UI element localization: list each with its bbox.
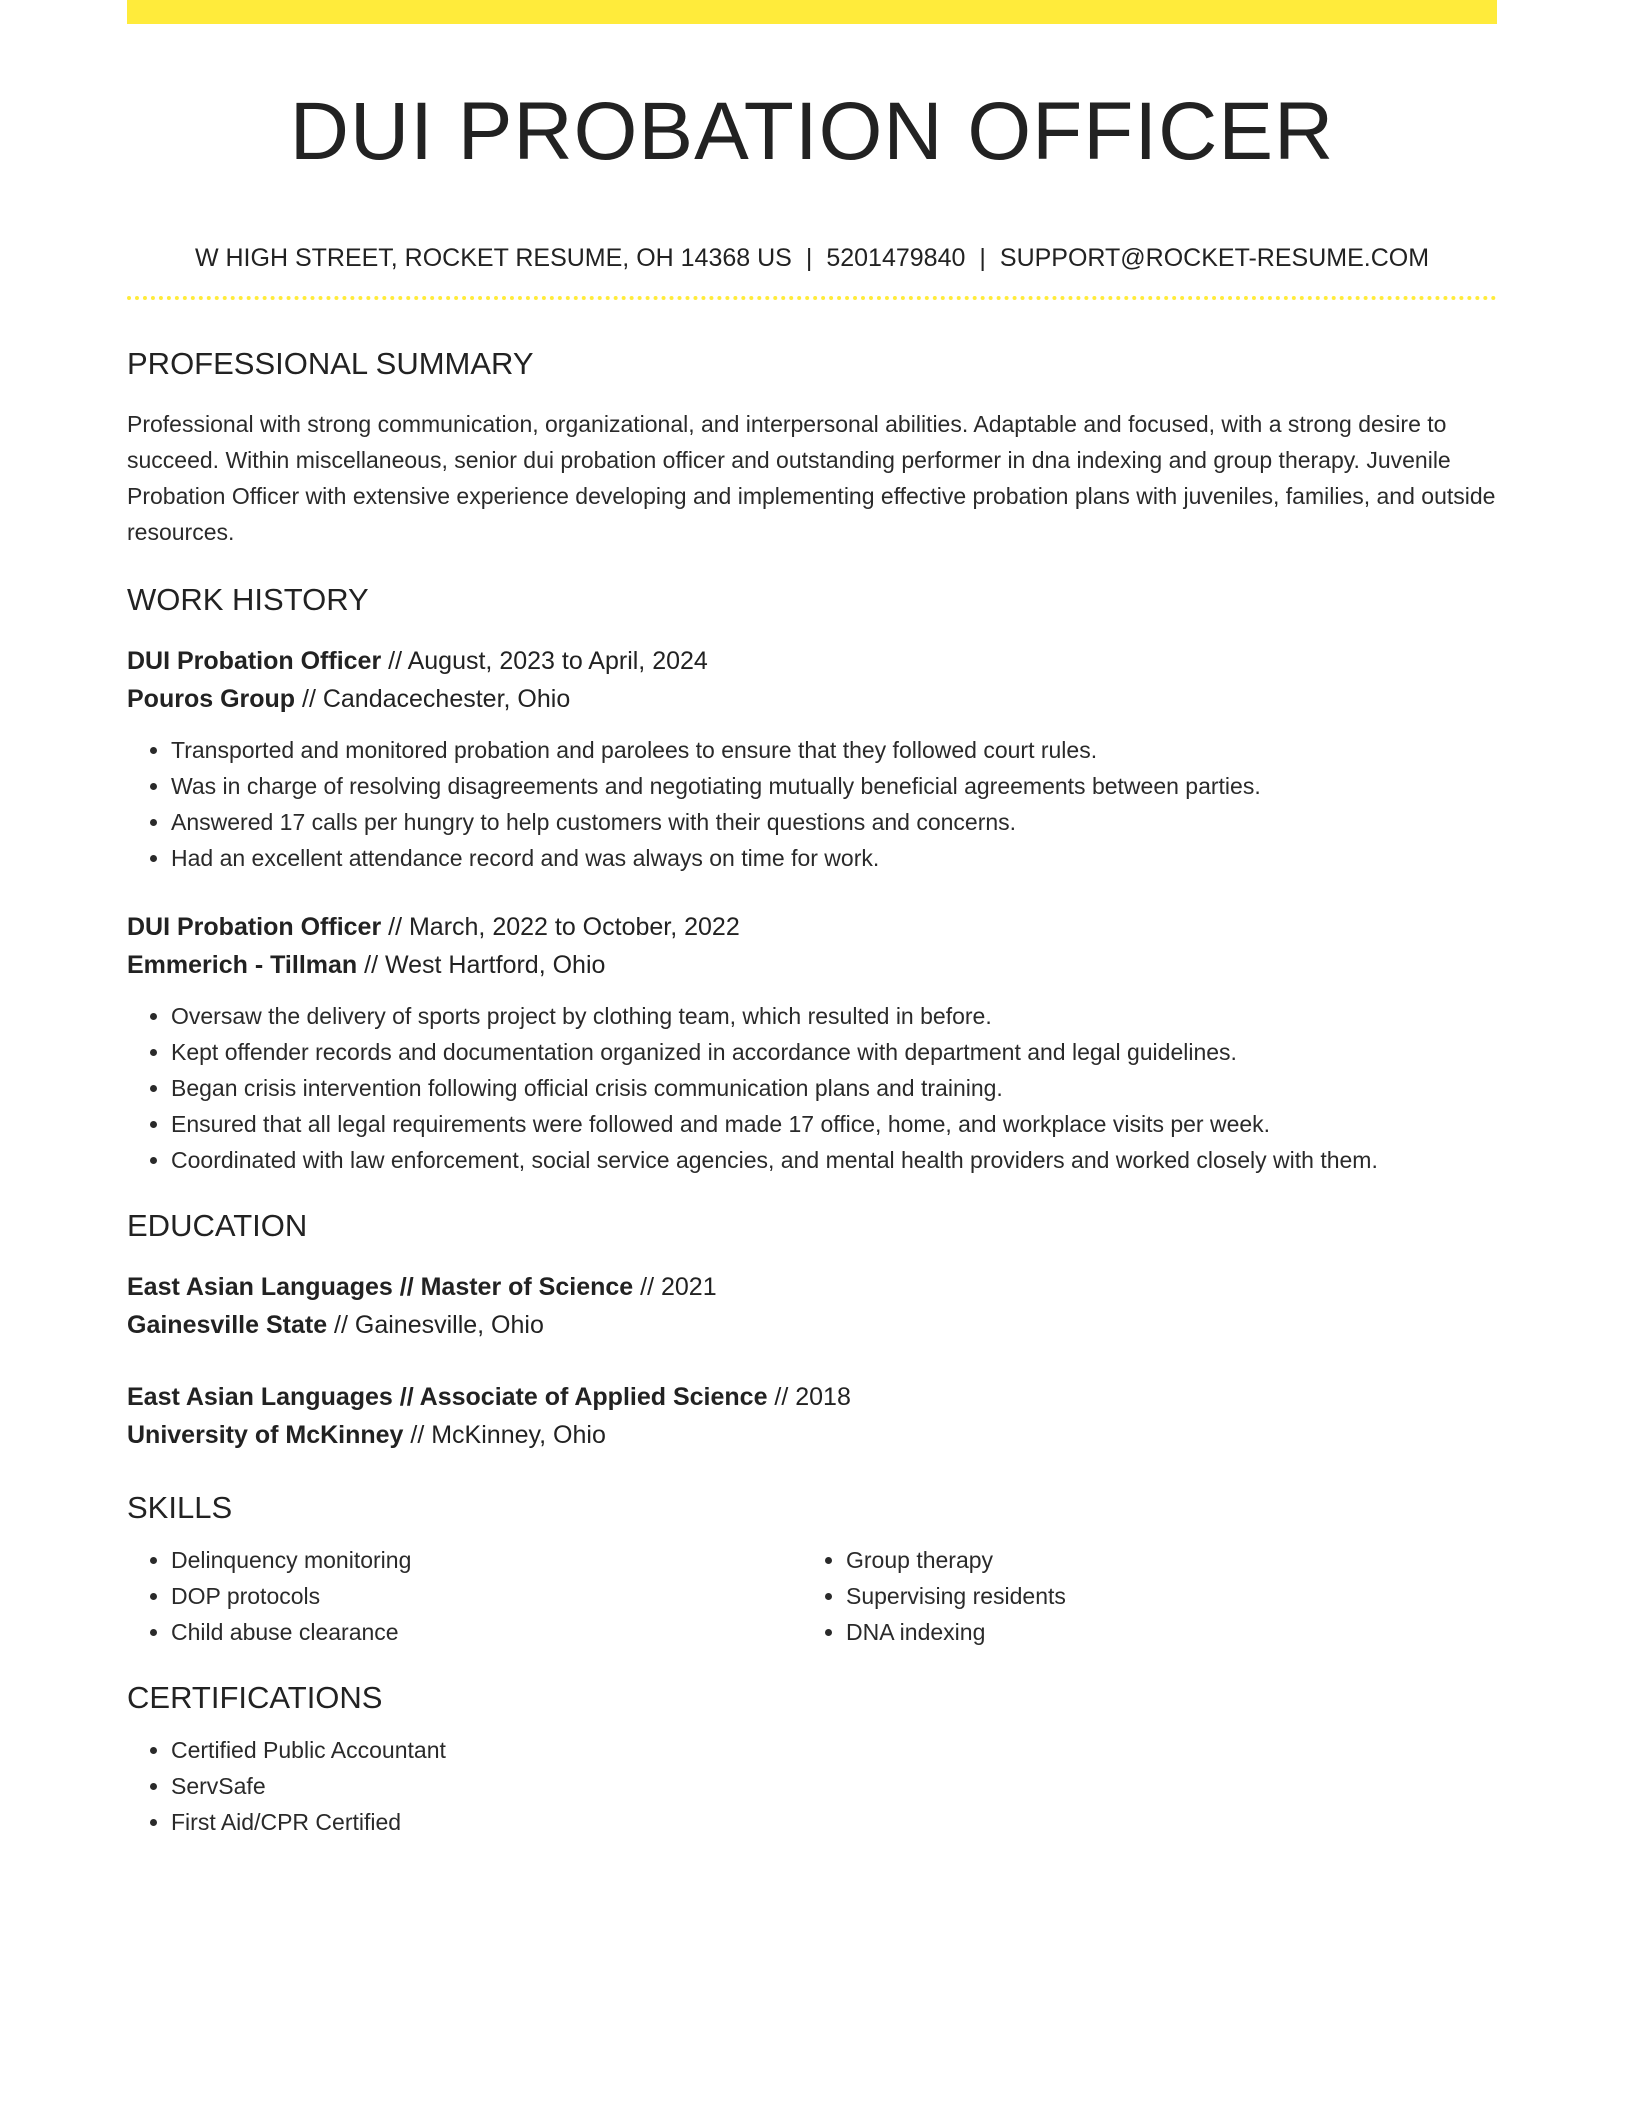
summary-section (127, 344, 1497, 550)
dotted-divider (127, 296, 1497, 300)
list-item: • Delinquency monitoring (171, 1542, 802, 1578)
job-company-line (127, 680, 1497, 718)
degree-name: East Asian Languages // Master of Science (127, 1273, 634, 1301)
list-item: • DOP protocols (171, 1578, 802, 1614)
degree-line (127, 1378, 1497, 1416)
top-accent-bar (127, 0, 1497, 24)
contact-separator: | (979, 244, 986, 272)
job-title-line (127, 908, 1497, 946)
list-item: • Was in charge of resolving disagreements and negotiating mutually beneficial agreements between parties. (171, 768, 1497, 804)
certifications-section (127, 1678, 1497, 1840)
list-item: • Child abuse clearance (171, 1614, 802, 1650)
contact-email: SUPPORT@ROCKET-RESUME.COM (999, 244, 1430, 272)
job-company: Emmerich - Tillman (127, 951, 358, 979)
job-entry (127, 908, 1497, 1178)
degree-year: // 2018 (767, 1383, 851, 1411)
degree-line (127, 1268, 1497, 1306)
list-item: • Began crisis intervention following official crisis communication plans and training. (171, 1070, 1497, 1106)
degree-name: East Asian Languages // Associate of Applied Science (127, 1383, 768, 1411)
job-title: DUI Probation Officer (127, 913, 382, 941)
list-item: • Group therapy (846, 1542, 1477, 1578)
skills-heading: SKILLS (127, 1490, 233, 1525)
list-item: • Oversaw the delivery of sports project by clothing team, which resulted in before. (171, 998, 1497, 1034)
job-location: // Candacechester, Ohio (295, 685, 571, 713)
list-item: • Transported and monitored probation and parolees to ensure that they followed court rules. (171, 732, 1497, 768)
work-history-heading: WORK HISTORY (127, 582, 369, 617)
resume-name: DUI PROBATION OFFICER (289, 86, 1335, 177)
list-item: • Coordinated with law enforcement, social service agencies, and mental health providers and worked closely with them. (171, 1142, 1497, 1178)
certifications-list (127, 1732, 1497, 1840)
job-entry (127, 642, 1497, 876)
job-location: // West Hartford, Ohio (357, 951, 606, 979)
skills-grid (127, 1542, 1497, 1650)
summary-text: Professional with strong communication, organizational, and interpersonal abilities. Adaptable and focused, with a strong desire to succeed. Within miscellaneous, senior dui probation officer and outstanding performer in dna indexing and group therapy. Juvenile Probation Officer with extensive experience developing and implementing effective probation plans with juveniles, families, and outside resources. (127, 411, 1496, 545)
job-bullets (127, 732, 1497, 876)
school-location: // McKinney, Ohio (403, 1421, 606, 1449)
resume-page (127, 0, 1497, 1840)
education-heading: EDUCATION (127, 1208, 308, 1243)
degree-year: // 2021 (633, 1273, 717, 1301)
education-entry (127, 1268, 1497, 1344)
list-item: • Kept offender records and documentation organized in accordance with department and legal guidelines. (171, 1034, 1497, 1070)
school-line (127, 1416, 1497, 1454)
list-item: • Certified Public Accountant (171, 1732, 1497, 1768)
education-section (127, 1206, 1497, 1454)
certifications-heading: CERTIFICATIONS (127, 1680, 383, 1715)
job-bullets (127, 998, 1497, 1178)
skills-list-left (127, 1542, 802, 1650)
list-item: • Ensured that all legal requirements were followed and made 17 office, home, and workplace visits per week. (171, 1106, 1497, 1142)
school-location: // Gainesville, Ohio (327, 1311, 544, 1339)
job-company-line (127, 946, 1497, 984)
contact-separator: | (805, 244, 813, 272)
work-history-section (127, 580, 1497, 1178)
list-item: • ServSafe (171, 1768, 1497, 1804)
school-line (127, 1306, 1497, 1344)
summary-heading: PROFESSIONAL SUMMARY (127, 346, 534, 381)
list-item: • Had an excellent attendance record and was always on time for work. (171, 840, 1497, 876)
list-item: • Supervising residents (846, 1578, 1477, 1614)
school-name: Gainesville State (127, 1311, 328, 1339)
job-title-line (127, 642, 1497, 680)
job-dates: // March, 2022 to October, 2022 (381, 913, 740, 941)
school-name: University of McKinney (127, 1421, 404, 1449)
list-item: • DNA indexing (846, 1614, 1477, 1650)
contact-phone: 5201479840 (826, 244, 966, 272)
job-title: DUI Probation Officer (127, 647, 382, 675)
skills-section (127, 1488, 1497, 1650)
list-item: • First Aid/CPR Certified (171, 1804, 1497, 1840)
job-dates: // August, 2023 to April, 2024 (381, 647, 708, 675)
skills-list-right (802, 1542, 1477, 1650)
contact-address: W HIGH STREET, ROCKET RESUME, OH 14368 US (194, 244, 792, 272)
list-item: • Answered 17 calls per hungry to help customers with their questions and concerns. (171, 804, 1497, 840)
education-entry (127, 1378, 1497, 1454)
job-company: Pouros Group (127, 685, 296, 713)
contact-line (127, 242, 1497, 274)
